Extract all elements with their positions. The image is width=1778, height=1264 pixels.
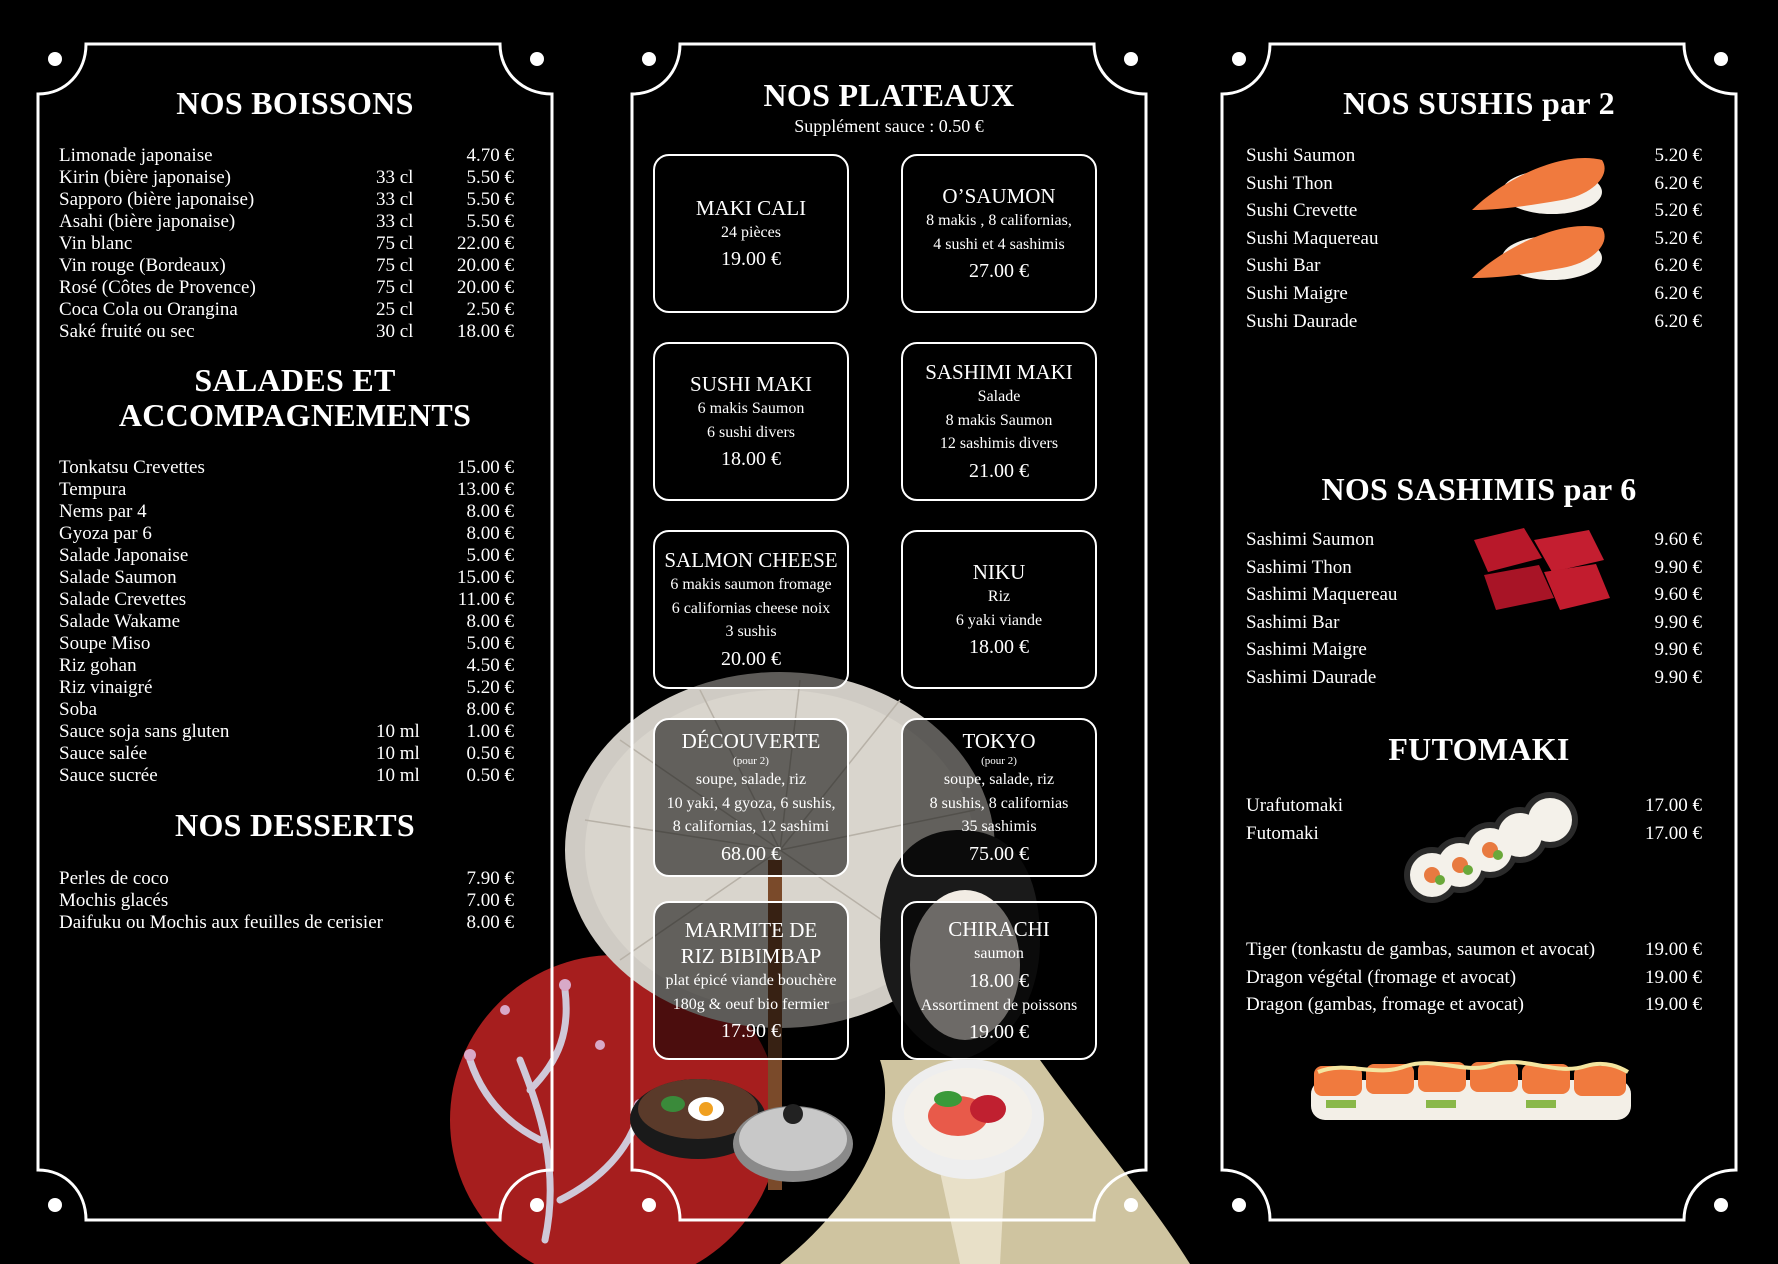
platter-card: DÉCOUVERTE (pour 2) soupe, salade, riz 10 yaki, 4 gyoza, 6 sushis, 8 californias, 12 sashimi 68.00 € — [653, 718, 849, 877]
futomaki-heading: FUTOMAKI — [1388, 731, 1570, 767]
dessert-row: Daifuku ou Mochis aux feuilles de cerisier 8.00 € — [59, 912, 514, 933]
drinks-heading: NOS BOISSONS — [176, 85, 414, 121]
roll-row: Tiger (tonkastu de gambas, saumon et avocat) 19.00 € — [1246, 939, 1702, 960]
sashimi-row: Sashimi Saumon 9.60 € — [1246, 529, 1702, 550]
salad-row: Tempura 13.00 € — [59, 479, 514, 500]
drink-row: Vin blanc 75 cl 22.00 € — [59, 233, 514, 254]
sashimi-row: Sashimi Thon 9.90 € — [1246, 556, 1702, 578]
futomaki-row: Futomaki 17.00 € — [1246, 822, 1702, 844]
chirashi-bowl-image — [888, 1054, 1048, 1184]
corner-dot — [530, 1198, 544, 1212]
sashimi-row: Sashimi Daurade 9.90 € — [1246, 666, 1702, 688]
drink-row: Vin rouge (Bordeaux) 75 cl 20.00 € — [59, 255, 514, 276]
roll-row: Dragon (gambas, fromage et avocat) 19.00 € — [1246, 994, 1702, 1016]
salad-row: Nems par 4 8.00 € — [59, 501, 514, 522]
salad-row: Sauce soja sans gluten 10 ml 1.00 € — [59, 721, 514, 742]
sushi-row: Sushi Daurade 6.20 € — [1246, 310, 1702, 332]
platters-heading: NOS PLATEAUX — [763, 77, 1015, 113]
salad-row: Soba 8.00 € — [59, 699, 514, 720]
sauce-supplement-note: Supplément sauce : 0.50 € — [794, 116, 984, 136]
drinks-sides-desserts-panel — [36, 42, 554, 1222]
salad-row: Tonkatsu Crevettes 15.00 € — [59, 457, 514, 478]
sashimis-heading: NOS SASHIMIS par 6 — [1321, 471, 1637, 507]
corner-dot — [1714, 1198, 1728, 1212]
salad-row: Gyoza par 6 8.00 € — [59, 523, 514, 544]
sashimi-row: Sashimi Bar 9.90 € — [1246, 611, 1702, 633]
salad-row: Salade Crevettes 11.00 € — [59, 589, 514, 610]
sushi-row: Sushi Crevette 5.20 € — [1246, 200, 1702, 222]
drinks-list — [59, 145, 514, 343]
corner-dot — [1714, 52, 1728, 66]
dessert-row: Perles de coco 7.90 € — [59, 868, 514, 889]
corner-dot — [48, 52, 62, 66]
corner-dot — [642, 52, 656, 66]
platter-card: SALMON CHEESE 6 makis saumon fromage 6 californias cheese noix 3 sushis 20.00 € — [653, 530, 849, 689]
sashimi-row: Sashimi Maquereau 9.60 € — [1246, 584, 1702, 606]
salads-list — [59, 457, 514, 787]
drink-row: Asahi (bière japonaise) 33 cl 5.50 € — [59, 211, 514, 232]
corner-dot — [1124, 52, 1138, 66]
sushi-row: Sushi Saumon 5.20 € — [1246, 145, 1702, 166]
salad-row: Riz gohan 4.50 € — [59, 655, 514, 676]
salmon-nigiri-image — [1462, 140, 1612, 298]
futomaki-roll-image — [1400, 780, 1600, 910]
bibimbap-pot-image — [628, 1064, 858, 1194]
salad-row: Salade Wakame 8.00 € — [59, 611, 514, 632]
platter-card: TOKYO (pour 2) soupe, salade, riz 8 sushis, 8 californias 35 sashimis 75.00 € — [901, 718, 1097, 877]
drink-row: Rosé (Côtes de Provence) 75 cl 20.00 € — [59, 277, 514, 298]
platters-panel — [630, 42, 1148, 1222]
salad-row: Soupe Miso 5.00 € — [59, 633, 514, 654]
sushi-row: Sushi Thon 6.20 € — [1246, 172, 1702, 194]
sushis-heading: NOS SUSHIS par 2 — [1343, 85, 1615, 121]
drink-row: Limonade japonaise 4.70 € — [59, 145, 514, 166]
salads-heading-line1: SALADES ET — [194, 362, 396, 398]
sushi-sashimi-panel — [1220, 42, 1738, 1222]
corner-dot — [642, 1198, 656, 1212]
rolls-list — [1246, 936, 1702, 1019]
platter-card: NIKU Riz 6 yaki viande 18.00 € — [901, 530, 1097, 689]
corner-dot — [48, 1198, 62, 1212]
salad-row: Sauce sucrée 10 ml 0.50 € — [59, 765, 514, 786]
desserts-heading: NOS DESSERTS — [175, 807, 415, 843]
corner-dot — [1232, 52, 1246, 66]
roll-row: Dragon végétal (fromage et avocat) 19.00 € — [1246, 966, 1702, 988]
platter-card: MARMITE DE RIZ BIBIMBAP plat épicé viande bouchère 180g & oeuf bio fermier 17.90 € — [653, 901, 849, 1060]
corner-dot — [1124, 1198, 1138, 1212]
futomaki-row: Urafutomaki 17.00 € — [1246, 795, 1702, 816]
platter-card: MAKI CALI 24 pièces 19.00 € — [653, 154, 849, 313]
dragon-roll-image — [1306, 1052, 1636, 1132]
desserts-list — [59, 868, 514, 934]
sushi-row: Sushi Maquereau 5.20 € — [1246, 227, 1702, 249]
platter-card: SASHIMI MAKI Salade 8 makis Saumon 12 sashimis divers 21.00 € — [901, 342, 1097, 501]
salad-row: Salade Saumon 15.00 € — [59, 567, 514, 588]
salad-row: Sauce salée 10 ml 0.50 € — [59, 743, 514, 764]
salads-heading-line2: ACCOMPAGNEMENTS — [118, 397, 472, 433]
corner-dot — [1232, 1198, 1246, 1212]
corner-dot — [530, 52, 544, 66]
drink-row: Kirin (bière japonaise) 33 cl 5.50 € — [59, 167, 514, 188]
salad-row: Riz vinaigré 5.20 € — [59, 677, 514, 698]
drink-row: Sapporo (bière japonaise) 33 cl 5.50 € — [59, 189, 514, 210]
sushi-row: Sushi Bar 6.20 € — [1246, 255, 1702, 277]
salad-row: Salade Japonaise 5.00 € — [59, 545, 514, 566]
drink-row: Saké fruité ou sec 30 cl 18.00 € — [59, 321, 514, 342]
platter-card: CHIRACHI saumon 18.00 € Assortiment de poissons 19.00 € — [901, 901, 1097, 1060]
sushi-row: Sushi Maigre 6.20 € — [1246, 282, 1702, 304]
platter-card: SUSHI MAKI 6 makis Saumon 6 sushi divers 18.00 € — [653, 342, 849, 501]
sashimi-row: Sashimi Maigre 9.90 € — [1246, 639, 1702, 661]
tuna-sashimi-image — [1464, 520, 1614, 620]
dessert-row: Mochis glacés 7.00 € — [59, 890, 514, 911]
platter-card: O’SAUMON 8 makis , 8 californias, 4 sushi et 4 sashimis 27.00 € — [901, 154, 1097, 313]
drink-row: Coca Cola ou Orangina 25 cl 2.50 € — [59, 299, 514, 320]
